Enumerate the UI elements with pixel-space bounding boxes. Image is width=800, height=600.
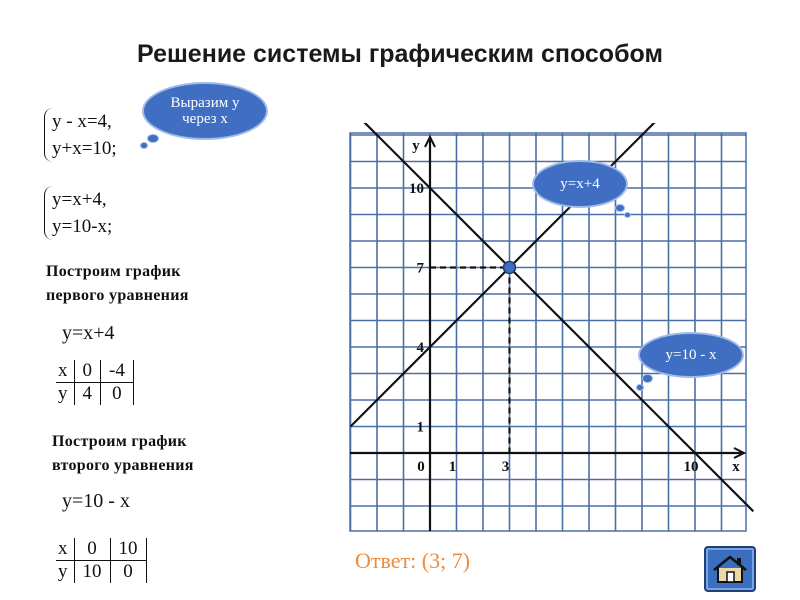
system-expressed-eq1: y=x+4, bbox=[52, 189, 107, 210]
bubble-tail bbox=[615, 204, 625, 212]
bubble-tail bbox=[642, 374, 653, 383]
section1-heading-line1: Построим график bbox=[46, 263, 181, 280]
bubble-tail bbox=[636, 384, 644, 391]
home-icon bbox=[706, 548, 754, 590]
table2-cell: 10 bbox=[74, 561, 110, 584]
system-original-eq1: y - x=4, bbox=[52, 111, 112, 132]
bubble-express-y-line1: Выразим у bbox=[170, 95, 240, 111]
table1-x-label: x bbox=[56, 360, 74, 383]
table1-cell: -4 bbox=[101, 360, 134, 383]
bubble-express-y-line2: через х bbox=[182, 111, 228, 127]
table2-cell: 10 bbox=[110, 538, 146, 561]
system-original-eq2: y+x=10; bbox=[52, 138, 117, 159]
bubble-line2: y=10 - x bbox=[638, 332, 744, 378]
x-tick-label: 3 bbox=[501, 459, 510, 475]
home-button[interactable] bbox=[704, 546, 756, 592]
bubble-line1: y=x+4 bbox=[532, 160, 628, 208]
table2-cell: 0 bbox=[74, 538, 110, 561]
y-tick-label: 7 bbox=[416, 260, 424, 277]
table1-cell: 0 bbox=[101, 383, 134, 406]
y-axis-label: y bbox=[412, 138, 420, 154]
x-tick-label: 10 bbox=[683, 459, 699, 475]
answer-text: Ответ: (3; 7) bbox=[355, 548, 471, 573]
table1-cell: 0 bbox=[74, 360, 101, 383]
intersection-point bbox=[504, 262, 516, 274]
table2-x-label: x bbox=[56, 538, 74, 561]
table2-cell: 0 bbox=[110, 561, 146, 584]
page-title: Решение системы графическим способом bbox=[137, 40, 663, 68]
section2-equation: y=10 - x bbox=[62, 490, 130, 512]
y-tick-label: 10 bbox=[409, 181, 424, 197]
system-expressed-eq2: y=10-x; bbox=[52, 216, 113, 237]
x-tick-label: 0 bbox=[417, 459, 425, 475]
intersection-marker bbox=[504, 262, 516, 274]
section2-heading-line1: Построим график bbox=[52, 433, 187, 450]
table1-y-label: y bbox=[58, 383, 68, 404]
section1-heading-line2: первого уравнения bbox=[46, 287, 189, 304]
table1-cell: 4 bbox=[74, 383, 101, 406]
table2-y-label: y bbox=[58, 561, 68, 582]
x-axis-label: x bbox=[732, 459, 740, 475]
x-tick-label: 1 bbox=[448, 459, 457, 475]
section1-equation: y=x+4 bbox=[62, 322, 115, 344]
section2-heading-line2: второго уравнения bbox=[52, 457, 194, 474]
y-tick-label: 1 bbox=[416, 419, 424, 436]
bubble-tail bbox=[624, 212, 631, 218]
y-tick-label: 4 bbox=[416, 340, 424, 356]
